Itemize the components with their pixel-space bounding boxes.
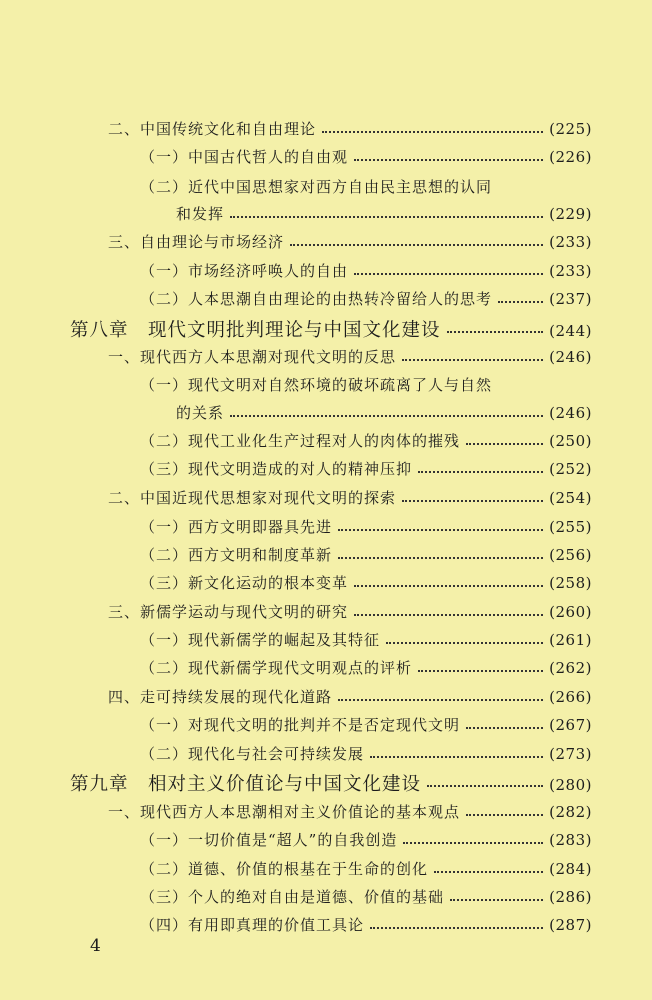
toc-entry-title: 第九章 相对主义价值论与中国文化建设	[70, 774, 422, 795]
dot-leader	[354, 614, 543, 616]
toc-entry-page: (260)	[549, 603, 592, 621]
toc-entry	[108, 601, 592, 622]
toc-entry-page: (283)	[549, 831, 592, 849]
toc-entry-title: （一）对现代文明的批判并不是否定现代文明	[140, 716, 461, 734]
toc-entry-title: 三、自由理论与市场经济	[108, 233, 285, 251]
dot-leader	[370, 927, 543, 929]
toc-entry-title: （一）一切价值是“超人”的自我创造	[140, 831, 398, 849]
toc-entry	[140, 288, 592, 309]
toc-entry-title: 三、新儒学运动与现代文明的研究	[108, 603, 349, 621]
toc-entry-title: 第八章 现代文明批判理论与中国文化建设	[70, 320, 441, 341]
toc-entry	[140, 544, 592, 565]
toc-entry-title: （三）新文化运动的根本变革	[140, 574, 349, 592]
toc-chapter	[70, 770, 592, 796]
dot-leader	[230, 216, 543, 218]
dot-leader	[338, 557, 543, 559]
toc-entry	[140, 260, 592, 281]
toc-entry-page: (287)	[549, 916, 592, 934]
toc-entry-title: （二）人本思潮自由理论的由热转冷留给人的思考	[140, 290, 493, 308]
dot-leader	[447, 331, 544, 333]
dot-leader	[354, 273, 543, 275]
toc-entry-page: (266)	[549, 688, 592, 706]
toc-entry-title: （三）个人的绝对自由是道德、价值的基础	[140, 888, 445, 906]
dot-leader	[338, 699, 543, 701]
toc-entry	[140, 430, 592, 451]
toc-entry-page: (225)	[549, 120, 592, 138]
toc-entry-page: (256)	[549, 546, 592, 564]
toc-entry-title: 的关系	[176, 404, 225, 422]
dot-leader	[290, 244, 543, 246]
dot-leader	[466, 727, 543, 729]
page-number: 4	[90, 936, 101, 956]
toc-entry	[108, 231, 592, 252]
toc-entry-title: 二、中国传统文化和自由理论	[108, 120, 317, 138]
dot-leader	[322, 131, 543, 133]
toc-entry-title: 四、走可持续发展的现代化道路	[108, 688, 333, 706]
toc-entry-title: （一）西方文明即器具先进	[140, 518, 333, 536]
toc-entry	[140, 886, 592, 907]
toc-entry-title: （二）西方文明和制度革新	[140, 546, 333, 564]
toc-entry-title: （二）近代中国思想家对西方自由民主思想的认同	[140, 178, 493, 196]
toc-entry-title: （一）市场经济呼唤人的自由	[140, 262, 349, 280]
dot-leader	[402, 500, 543, 502]
toc-entry	[108, 346, 592, 367]
dot-leader	[466, 443, 543, 445]
toc-entry-page: (254)	[549, 489, 592, 507]
toc-entry-page: (267)	[549, 716, 592, 734]
toc-entry	[140, 458, 592, 479]
toc-entry-page: (246)	[549, 348, 592, 366]
toc-entry-page: (286)	[549, 888, 592, 906]
toc-entry-title: 一、现代西方人本思潮对现代文明的反思	[108, 348, 397, 366]
toc-entry-page: (273)	[549, 745, 592, 763]
toc-entry-page: (233)	[549, 233, 592, 251]
toc-entry	[140, 146, 592, 167]
toc-entry-page: (282)	[549, 803, 592, 821]
toc-entry-page: (284)	[549, 860, 592, 878]
toc-entry	[140, 374, 592, 395]
toc-entry-page: (226)	[549, 148, 592, 166]
toc-entry	[140, 572, 592, 593]
toc-entry	[140, 914, 592, 935]
toc-entry-page: (246)	[549, 404, 592, 422]
toc-entry	[140, 714, 592, 735]
toc-entry-title: （三）现代文明造成的对人的精神压抑	[140, 460, 413, 478]
toc-entry	[176, 203, 592, 224]
toc-entry-title: （一）现代新儒学的崛起及其特征	[140, 631, 381, 649]
toc-entry-page: (280)	[549, 776, 592, 794]
toc-entry-title: 和发挥	[176, 205, 225, 223]
toc-entry-title: （二）现代新儒学现代文明观点的评析	[140, 659, 413, 677]
dot-leader	[498, 301, 543, 303]
dot-leader	[402, 359, 543, 361]
toc-entry-page: (250)	[549, 432, 592, 450]
toc-entry	[140, 657, 592, 678]
toc-entry	[108, 487, 592, 508]
toc-entry-title: （一）现代文明对自然环境的破坏疏离了人与自然	[140, 376, 493, 394]
toc-entry	[140, 629, 592, 650]
dot-leader	[230, 415, 543, 417]
toc-entry	[108, 686, 592, 707]
toc-entry-page: (237)	[549, 290, 592, 308]
toc-entry-page: (255)	[549, 518, 592, 536]
dot-leader	[386, 642, 543, 644]
toc-entry	[176, 402, 592, 423]
toc-entry	[140, 743, 592, 764]
dot-leader	[466, 814, 543, 816]
toc-entry	[140, 176, 592, 197]
toc-chapter	[70, 316, 592, 342]
toc-entry-page: (244)	[549, 322, 592, 340]
toc-entry-title: （二）道德、价值的根基在于生命的创化	[140, 860, 429, 878]
dot-leader	[370, 756, 543, 758]
dot-leader	[418, 471, 543, 473]
toc-entry-page: (252)	[549, 460, 592, 478]
toc-entry	[108, 118, 592, 139]
dot-leader	[427, 785, 543, 787]
dot-leader	[418, 670, 543, 672]
toc-entry-page: (258)	[549, 574, 592, 592]
toc-entry-title: （二）现代化与社会可持续发展	[140, 745, 365, 763]
toc-entry	[140, 829, 592, 850]
toc-entry-page: (233)	[549, 262, 592, 280]
toc-entry-title: 一、现代西方人本思潮相对主义价值论的基本观点	[108, 803, 461, 821]
toc-entry-page: (262)	[549, 659, 592, 677]
dot-leader	[354, 159, 543, 161]
toc-entry	[140, 858, 592, 879]
toc-entry-page: (229)	[549, 205, 592, 223]
toc-entry	[140, 516, 592, 537]
dot-leader	[434, 871, 543, 873]
dot-leader	[450, 899, 543, 901]
toc-entry-title: （二）现代工业化生产过程对人的肉体的摧残	[140, 432, 461, 450]
dot-leader	[403, 842, 543, 844]
toc-entry	[108, 801, 592, 822]
toc-entry-page: (261)	[549, 631, 592, 649]
dot-leader	[338, 529, 543, 531]
dot-leader	[354, 585, 543, 587]
toc-entry-title: （一）中国古代哲人的自由观	[140, 148, 349, 166]
toc-entry-title: 二、中国近现代思想家对现代文明的探索	[108, 489, 397, 507]
toc-entry-title: （四）有用即真理的价值工具论	[140, 916, 365, 934]
